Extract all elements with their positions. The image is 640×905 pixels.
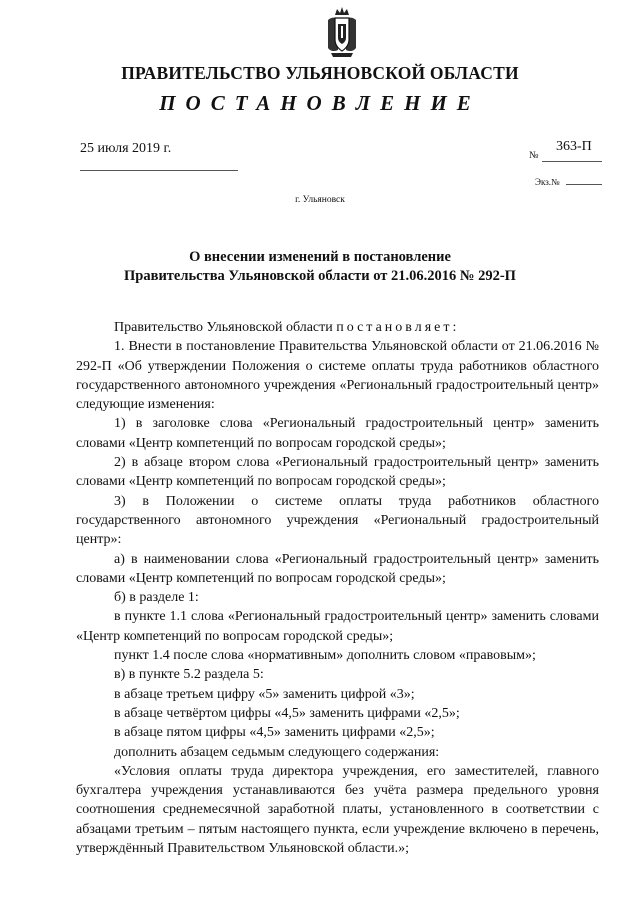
intro-prefix: Правительство Ульяновской области [114, 320, 333, 335]
number-underline [542, 161, 602, 162]
paragraph: в абзаце пятом цифры «4,5» заменить цифрами «2,5»; [114, 725, 435, 741]
title-line-2: Правительства Ульяновской области от 21.06.2016 № 292-П [124, 268, 516, 284]
paragraph: в пункте 1.1 слова «Региональный градостроительный центр» заменить словами «Центр компетенций по вопросам городской среды»; [76, 609, 599, 644]
coat-of-arms-icon [325, 6, 359, 60]
document-title [0, 248, 640, 286]
paragraph: дополнить абзацем седьмым следующего содержания: [114, 744, 440, 760]
intro-verb: постановляет: [336, 320, 460, 335]
paragraph: в) в пункте 5.2 раздела 5: [114, 667, 264, 683]
copy-number-label: Экз.№ [535, 177, 560, 187]
paragraph: в абзаце третьем цифру «5» заменить цифрой «3»; [114, 686, 415, 702]
paragraph: 3) в Положении о системе оплаты труда работников областного государственного автономного учреждения «Региональный градостроительный центр»: [76, 493, 599, 548]
copy-number-underline [566, 184, 602, 185]
city: г. Ульяновск [295, 195, 345, 205]
paragraph: 1. Внести в постановление Правительства Ульяновской области от 21.06.2016 № 292-П «Об утверждении Положения о системе оплаты труда работников областного государственного автономного учреждения «Региональный градостроительный центр» следующие изменения: [76, 339, 599, 413]
intro-paragraph [76, 318, 599, 337]
paragraph: пункт 1.4 после слова «нормативным» дополнить словом «правовым»; [114, 648, 536, 664]
paragraph: «Условия оплаты труда директора учреждения, его заместителей, главного бухгалтера учреждения устанавливаются без учёта размера предельного уровня соотношения среднемесячной заработной платы, установленного в соответствии с абзацами третьим – пятым настоящего пункта, если учреждение включено в перечень, утверждённый Правительством Ульяновской области.»; [76, 763, 599, 857]
document-body [76, 318, 599, 858]
paragraph: в абзаце четвёртом цифры «4,5» заменить цифрами «2,5»; [114, 705, 460, 721]
document-date: 25 июля 2019 г. [80, 141, 172, 156]
paragraph: 2) в абзаце втором слова «Региональный градостроительный центр» заменить словами «Центр компетенций по вопросам городской среды»; [76, 455, 599, 490]
government-name: ПРАВИТЕЛЬСТВО УЛЬЯНОВСКОЙ ОБЛАСТИ [121, 63, 519, 83]
document-number: 363-П [556, 139, 592, 154]
date-underline [80, 170, 238, 171]
number-sign: № [529, 150, 539, 161]
title-line-1: О внесении изменений в постановление [189, 249, 451, 265]
paragraph: а) в наименовании слова «Региональный градостроительный центр» заменить словами «Центр компетенций по вопросам городской среды»; [76, 551, 599, 586]
paragraph: б) в разделе 1: [114, 590, 199, 606]
document-type: ПОСТАНОВЛЕНИЕ [159, 91, 481, 115]
paragraph: 1) в заголовке слова «Региональный градостроительный центр» заменить словами «Центр компетенций по вопросам городской среды»; [76, 416, 599, 451]
